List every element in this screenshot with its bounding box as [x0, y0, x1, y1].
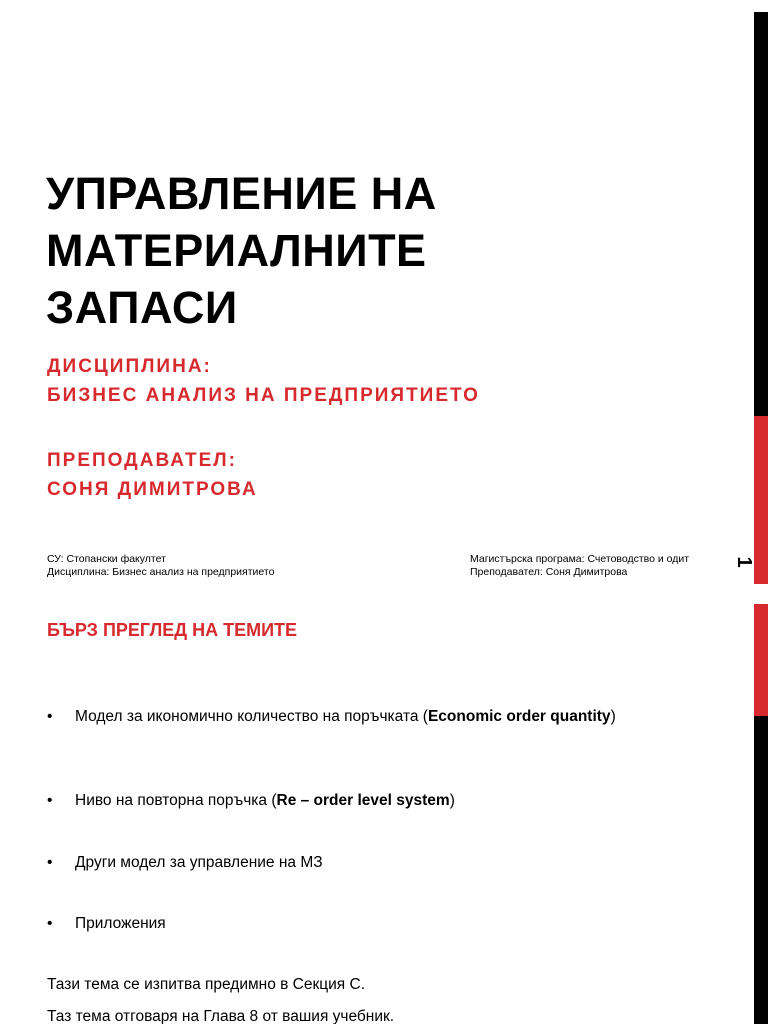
list-item-text-plain: Други модел за управление на МЗ [75, 854, 323, 871]
list-item [47, 790, 671, 812]
footer-discipline: Дисциплина: Бизнес анализ на предприятието [47, 566, 275, 578]
slide-number: 1 [733, 556, 755, 568]
footer-teacher: Преподавател: Соня Димитрова [470, 566, 628, 578]
teacher-block [47, 446, 707, 504]
list-item-text [75, 706, 671, 728]
list-item-text [75, 852, 671, 874]
bullet-icon: • [47, 792, 53, 809]
chapter-note: Таз тема отговаря на Глава 8 от вашия учебник. [47, 1008, 395, 1024]
list-item-text-suffix: ) [449, 792, 455, 809]
bullet-icon: • [47, 915, 53, 932]
list-item [47, 706, 671, 728]
footer-right [470, 553, 720, 579]
discipline-label: ДИСЦИПЛИНА: [47, 356, 212, 377]
edge-bar-black-bottom [754, 716, 768, 1024]
list-item [47, 913, 671, 935]
list-item-text-bold: Economic order quantity [427, 708, 611, 725]
footer-program: Магистърска програма: Счетоводство и одит [470, 553, 690, 565]
slide-title [46, 165, 706, 336]
teacher-value: СОНЯ ДИМИТРОВА [47, 479, 258, 500]
list-item-text [75, 790, 671, 812]
title-line-3: ЗАПАСИ [46, 282, 238, 333]
bullet-icon: • [47, 854, 53, 871]
edge-bar-red-upper [754, 416, 768, 584]
title-line-2: МАТЕРИАЛНИТЕ [46, 225, 427, 276]
list-item-text [75, 913, 671, 935]
list-item-text-plain: Модел за икономично количество на поръчката ( [75, 708, 428, 725]
title-line-1: УПРАВЛЕНИЕ НА [46, 168, 437, 219]
edge-bar-red-lower [754, 604, 768, 716]
list-item-text-bold: Re – order level system [276, 792, 450, 809]
list-item [47, 852, 671, 874]
discipline-block [47, 352, 707, 410]
teacher-label: ПРЕПОДАВАТЕЛ: [47, 450, 237, 471]
list-item-text-plain: Приложения [75, 915, 166, 932]
exam-note: Тази тема се изпитва предимно в Секция С. [47, 976, 366, 993]
footer-faculty: СУ: Стопански факултет [47, 553, 166, 565]
bullet-icon: • [47, 708, 53, 725]
list-item-text-plain: Ниво на повторна поръчка ( [75, 792, 277, 809]
discipline-value: БИЗНЕС АНАЛИЗ НА ПРЕДПРИЯТИЕТО [47, 385, 480, 406]
section-title: БЪРЗ ПРЕГЛЕД НА ТЕМИТЕ [47, 620, 298, 640]
footer-left [47, 553, 407, 579]
list-item-text-suffix: ) [610, 708, 616, 725]
edge-bar-black-top [754, 12, 768, 416]
